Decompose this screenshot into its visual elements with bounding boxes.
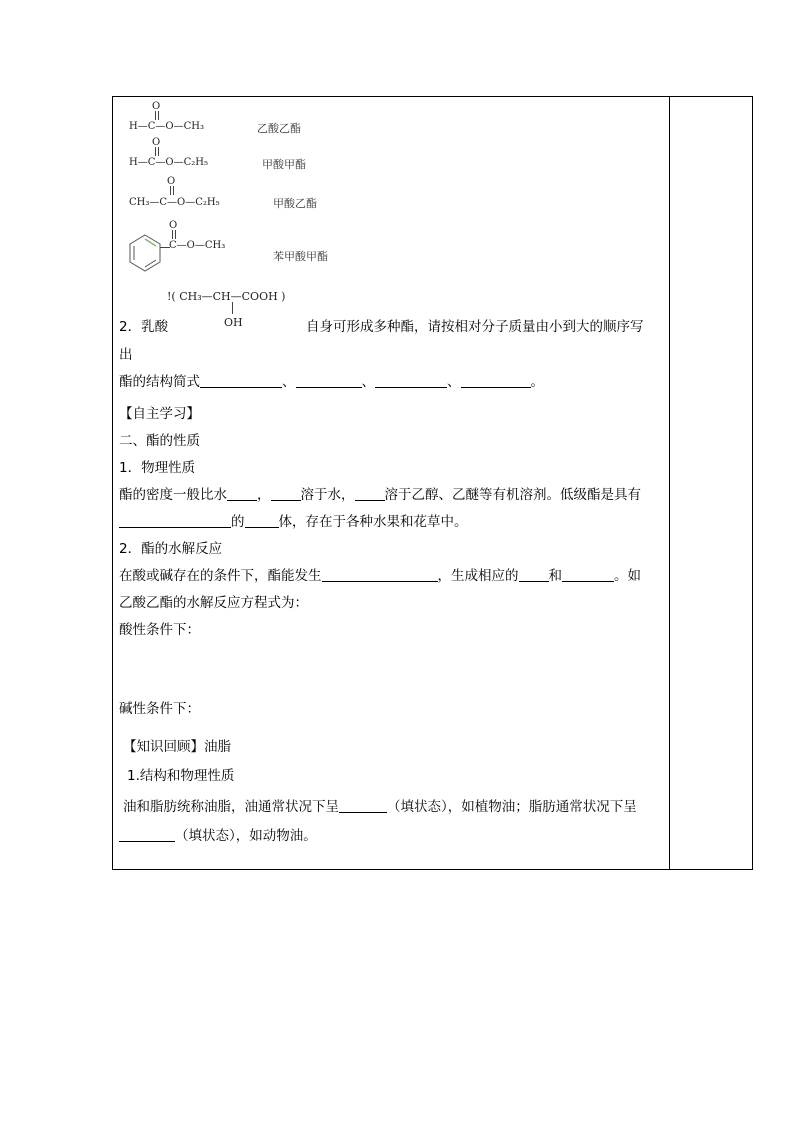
structure-formula-1: H—C—O—CH₃ — [129, 121, 204, 132]
answer-blank-3[interactable] — [375, 373, 447, 388]
oil-line-2: （填状态），如动物油。 — [119, 824, 317, 844]
hydrolysis-heading: 2．酯的水解反应 — [119, 541, 223, 557]
oh-bond — [232, 302, 233, 314]
table-frame — [112, 96, 753, 870]
column-divider — [669, 97, 670, 869]
lactic-text: 自身可形成多种酯，请按相对分子质量由小到大的顺序写 — [306, 319, 644, 335]
structure-name-4: 苯甲酸甲酯 — [273, 250, 328, 263]
acidic-label: 酸性条件下： — [119, 622, 200, 638]
double-bond-1b — [158, 111, 159, 120]
product-2-blank[interactable] — [562, 567, 614, 582]
double-bond-2 — [155, 147, 156, 156]
density-blank[interactable] — [227, 486, 257, 501]
self-study-heading: 【自主学习】 — [119, 406, 200, 422]
benzene-ring-icon — [127, 233, 163, 273]
lactic-formula: !( CH₃—CH—COOH ) — [167, 290, 286, 303]
answer-blank-2[interactable] — [296, 373, 362, 388]
double-bond-1 — [155, 111, 156, 120]
carbonyl-o-1: O — [152, 101, 161, 112]
structure-formula-4: C—O—CH₃ — [169, 240, 226, 251]
lactic-cont: 出 — [119, 347, 133, 363]
basic-label: 碱性条件下： — [119, 701, 200, 717]
sep-3: 、 — [447, 374, 461, 390]
oil-line-1: 油和脂肪统称油脂，油通常状况下呈 （填状态），如植物油；脂肪通常状况下呈 — [123, 799, 637, 815]
fat-state-blank[interactable] — [119, 827, 175, 842]
structure-name-3: 甲酸乙酯 — [273, 197, 317, 210]
carbonyl-o-4: O — [169, 220, 178, 231]
physical-heading: 1．物理性质 — [119, 460, 196, 476]
end-1: 。 — [530, 374, 544, 390]
double-bond-3 — [170, 186, 171, 195]
structure-formula-3: CH₃—C—O—C₂H₅ — [129, 197, 220, 208]
sep-2: 、 — [361, 374, 375, 390]
reaction-type-blank[interactable] — [322, 567, 438, 582]
structure-name-1: 乙酸乙酯 — [257, 122, 301, 135]
answer-blank-1[interactable] — [200, 373, 282, 388]
hyd-line-2: 乙酸乙酯的水解反应方程式为： — [119, 595, 308, 611]
odor-blank[interactable] — [119, 513, 231, 528]
double-bond-4b — [175, 230, 176, 239]
state-blank[interactable] — [245, 513, 279, 528]
water-solubility-blank[interactable] — [271, 486, 301, 501]
double-bond-2b — [158, 147, 159, 156]
structure-formula-2: H—C—O—C₂H₅ — [129, 157, 208, 168]
product-1-blank[interactable] — [519, 567, 549, 582]
lactic-oh: OH — [224, 316, 243, 329]
lactic-line3-label: 酯的结构简式 — [119, 374, 200, 390]
sep-1: 、 — [282, 374, 296, 390]
hyd-line-1: 在酸或碱存在的条件下，酯能发生 ，生成相应的 和 。如 — [119, 568, 641, 584]
review-subheading: 1.结构和物理性质 — [127, 768, 235, 784]
ester-props-heading: 二、酯的性质 — [119, 433, 200, 449]
double-bond-3b — [173, 186, 174, 195]
carbonyl-o-2: O — [152, 137, 161, 148]
double-bond-4 — [172, 230, 173, 239]
organic-solubility-blank[interactable] — [355, 486, 385, 501]
lactic-label: 2．乳酸 — [119, 319, 169, 335]
carbonyl-o-3: O — [167, 176, 176, 187]
structure-name-2: 甲酸甲酯 — [262, 158, 306, 171]
phys-line-1: 酯的密度一般比水 ， 溶于水， 溶于乙醇、乙醚等有机溶剂。低级酯是具有 — [119, 487, 641, 503]
phys-line-2: 的 体，存在于各种水果和花草中。 — [119, 510, 468, 530]
answer-blank-4[interactable] — [461, 373, 531, 388]
lactic-blanks-line — [119, 370, 544, 390]
oil-state-blank[interactable] — [339, 798, 387, 813]
review-heading: 【知识回顾】油脂 — [123, 739, 231, 755]
